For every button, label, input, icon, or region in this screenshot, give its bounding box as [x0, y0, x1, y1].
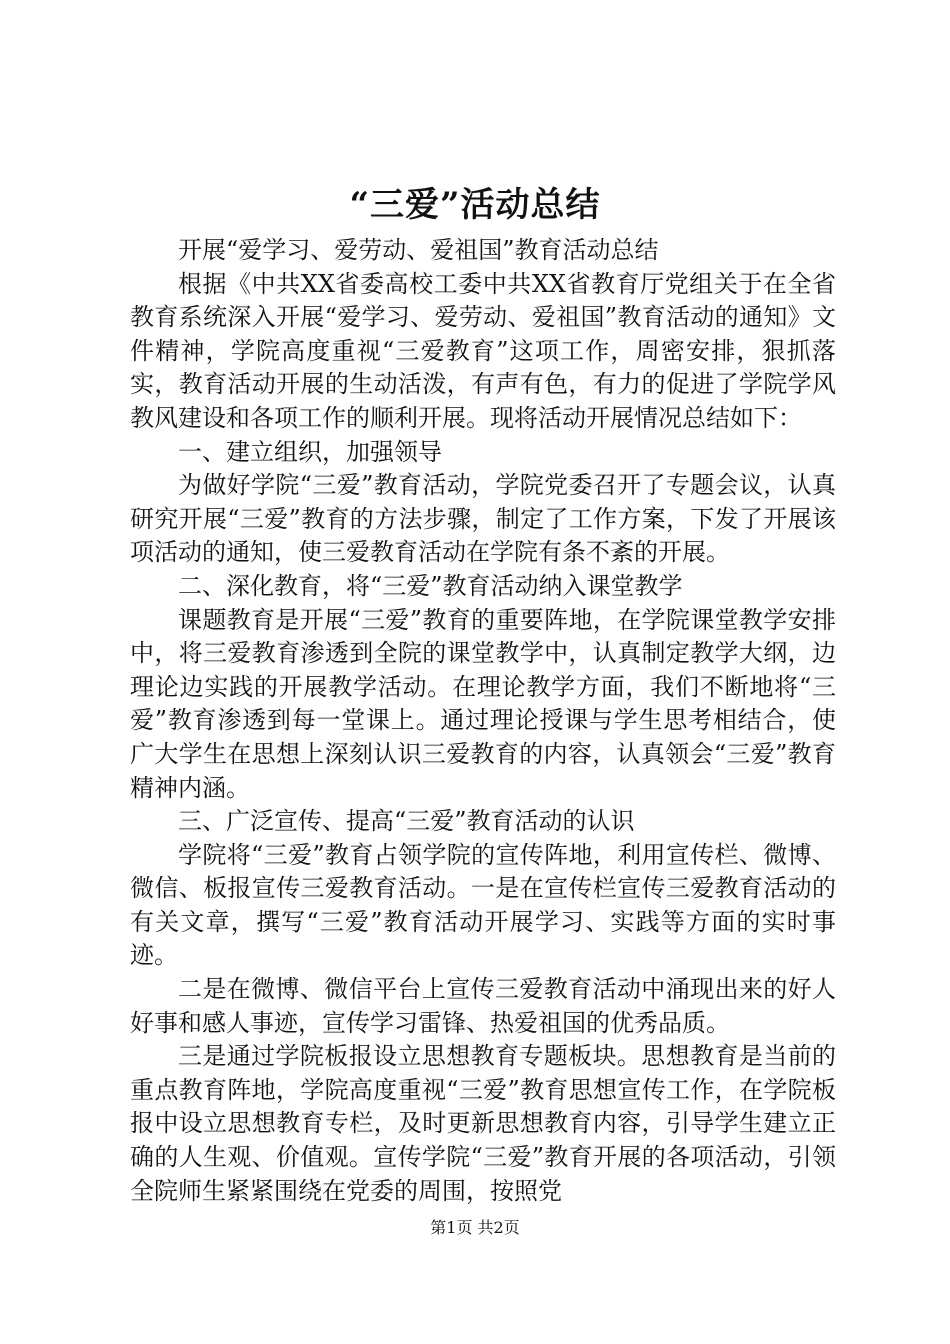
section-heading-2: 二、深化教育，将“三爱”教育活动纳入课堂教学 — [178, 571, 683, 600]
paragraph-section-3b: 二是在微博、微信平台上宣传三爱教育活动中涌现出来的好人好事和感人事迹，宣传学习雷锋、热爱祖国的优秀品质。 — [130, 975, 836, 1037]
section-heading-3: 三、广泛宣传、提高“三爱”教育活动的认识 — [178, 807, 635, 836]
section-heading-1: 一、建立组织，加强领导 — [178, 437, 442, 466]
paragraph-subtitle: 开展“爱学习、爱劳动、爱祖国”教育活动总结 — [178, 236, 659, 264]
paragraph-section-3a: 学院将“三爱”教育占领学院的宣传阵地，利用宣传栏、微博、微信、板报宣传三爱教育活动。一是在宣传栏宣传三爱教育活动的有关文章，撰写“三爱”教育活动开展学习、实践等方面的实时事迹。 — [130, 840, 836, 970]
paragraph-section-1: 为做好学院“三爱”教育活动，学院党委召开了专题会议，认真研究开展“三爱”教育的方法步骤，制定了工作方案，下发了开展该项活动的通知，使三爱教育活动在学院有条不紊的开展。 — [130, 471, 836, 567]
document-title: “三爱”活动总结 — [349, 185, 601, 225]
paragraph-section-3c: 三是通过学院板报设立思想教育专题板块。思想教育是当前的重点教育阵地，学院高度重视“三爱”教育思想宣传工作，在学院板报中设立思想教育专栏，及时更新思想教育内容，引导学生建立正确的人生观、价值观。宣传学院“三爱”教育开展的各项活动，引领全院师生紧紧围绕在党委的周围，按照党 — [130, 1042, 836, 1205]
document-body — [130, 234, 836, 1208]
paragraph-section-2: 课题教育是开展“三爱”教育的重要阵地，在学院课堂教学安排中，将三爱教育渗透到全院的课堂教学中，认真制定教学大纲，边理论边实践的开展教学活动。在理论教学方面，我们不断地将“三爱”教育渗透到每一堂课上。通过理论授课与学生思考相结合，使广大学生在思想上深刻认识三爱教育的内容，认真领会“三爱”教育精神内涵。 — [130, 605, 836, 802]
page-number-footer: 第1页 共2页 — [430, 1218, 520, 1237]
paragraph-intro: 根据《中共XX省委高校工委中共XX省教育厅党组关于在全省教育系统深入开展“爱学习、爱劳动、爱祖国”教育活动的通知》文件精神，学院高度重视“三爱教育”这项工作，周密安排，狠抓落实，教育活动开展的生动活泼，有声有色，有力的促进了学院学风教风建设和各项工作的顺利开展。现将活动开展情况总结如下： — [130, 269, 836, 432]
